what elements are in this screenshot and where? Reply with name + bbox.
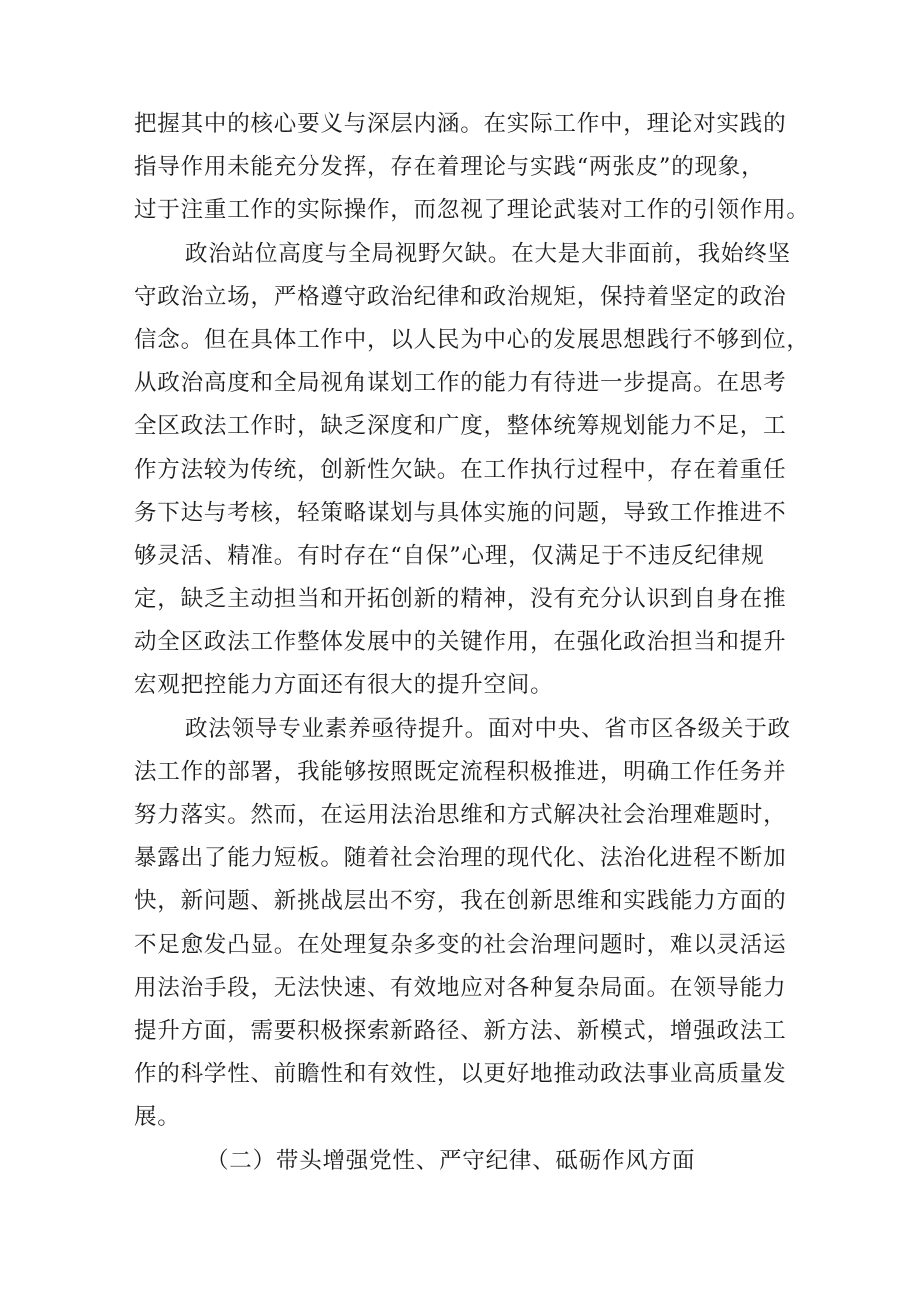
text-line: 提升方面，需要积极探索新路径、新方法、新模式，增强政法工: [134, 1017, 787, 1044]
text-line: 作的科学性、前瞻性和有效性，以更好地推动政法事业高质量发: [134, 1061, 787, 1088]
paragraph-theory-practice: [134, 103, 810, 233]
text-line: 定，缺乏主动担当和开拓创新的精神，没有充分认识到自身在推: [134, 586, 787, 613]
text-line: 努力落实。然而，在运用法治思维和方式解决社会治理难题时，: [134, 802, 787, 828]
text-line: 全区政法工作时，缺乏深度和广度，整体统筹规划能力不足，工: [134, 413, 787, 440]
text-line: 快，新问题、新挑战层出不穷，我在创新思维和实践能力方面的: [134, 888, 787, 915]
text-line: 政法领导专业素养亟待提升。面对中央、省市区各级关于政: [185, 715, 791, 742]
text-line: 过于注重工作的实际操作，而忽视了理论武装对工作的引领作用。: [134, 197, 810, 224]
text-line: 指导作用未能充分发挥，存在着理论与实践“两张皮”的现象，: [134, 154, 765, 181]
text-line: 暴露出了能力短板。随着社会治理的现代化、法治化进程不断加: [134, 845, 787, 872]
text-line: 作方法较为传统，创新性欠缺。在工作执行过程中，存在着重任: [134, 456, 787, 483]
text-line: 动全区政法工作整体发展中的关键作用，在强化政治担当和提升: [134, 629, 787, 656]
text-line: 法工作的部署，我能够按照既定流程积极推进，明确工作任务并: [134, 758, 787, 785]
text-line: 从政治高度和全局视角谋划工作的能力有待进一步提高。在思考: [134, 370, 787, 397]
text-line: 政治站位高度与全局视野欠缺。在大是大非面前，我始终坚: [185, 240, 791, 267]
text-line: 信念。但在具体工作中，以人民为中心的发展思想践行不够到位，: [134, 326, 810, 353]
text-line: 把握其中的核心要义与深层内涵。在实际工作中，理论对实践的: [134, 111, 787, 137]
text-line: 务下达与考核，轻策略谋划与具体实施的问题，导致工作推进不: [134, 499, 787, 526]
text-line: 不足愈发凸显。在处理复杂多变的社会治理问题时，难以灵活运: [134, 931, 787, 958]
paragraph-political-stance: [134, 233, 810, 708]
section-heading: [134, 1140, 794, 1183]
section-heading-text: （二）带头增强党性、严守纪律、砥砺作风方面: [206, 1147, 696, 1174]
text-line: 宏观把控能力方面还有很大的提升空间。: [134, 672, 554, 699]
text-line: 用法治手段，无法快速、有效地应对各种复杂局面。在领导能力: [134, 974, 787, 1001]
paragraph-professional-competence: [134, 708, 794, 1140]
text-line: 展。: [134, 1104, 181, 1131]
text-line: 够灵活、精准。有时存在“自保”心理，仅满足于不违反纪律规: [134, 542, 765, 569]
text-line: 守政治立场，严格遵守政治纪律和政治规矩，保持着坚定的政治: [134, 283, 787, 310]
document-body: [134, 103, 810, 1183]
